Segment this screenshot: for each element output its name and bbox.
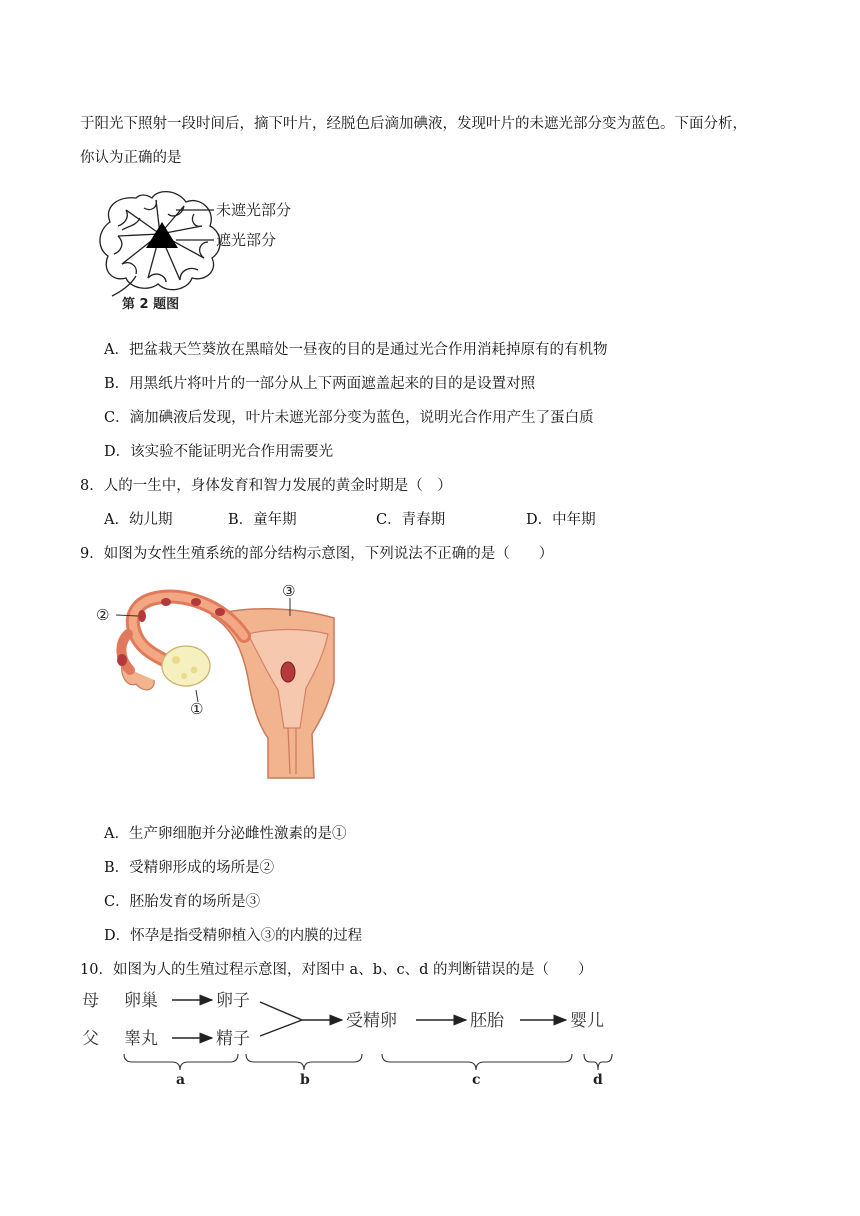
q7-option-d: D．该实验不能证明光合作用需要光 xyxy=(104,444,334,460)
callout-1: ① xyxy=(190,700,204,718)
label-ovary: 卵巢 xyxy=(124,991,158,1011)
reproductive-system-figure xyxy=(92,578,342,784)
process-diagram xyxy=(76,984,636,1090)
brace-label-a: a xyxy=(176,1072,186,1088)
label-baby: 婴儿 xyxy=(570,1011,604,1031)
callout-3: ③ xyxy=(282,582,296,600)
label-mother: 母 xyxy=(82,991,99,1011)
q7-stem-line1: 于阳光下照射一段时间后，摘下叶片，经脱色后滴加碘液，发现叶片的未遮光部分变为蓝色。下面分析， xyxy=(80,116,747,132)
q9-option-a: A．生产卵细胞并分泌雌性激素的是① xyxy=(104,826,347,842)
q10-stem: 10．如图为人的生殖过程示意图，对图中 a、b、c、d 的判断错误的是（ ） xyxy=(80,962,593,978)
label-zygote: 受精卵 xyxy=(346,1011,397,1031)
q8-option-b: B．童年期 xyxy=(228,512,297,528)
label-sperm: 精子 xyxy=(216,1029,250,1049)
leaf-illustration xyxy=(96,186,316,316)
brace-label-c: c xyxy=(472,1072,481,1088)
callout-2: ② xyxy=(96,606,110,624)
q7-option-a: A．把盆栽天竺葵放在黑暗处一昼夜的目的是通过光合作用消耗掉原有的有机物 xyxy=(104,342,608,358)
reproduction-process-figure xyxy=(76,984,636,1090)
label-egg: 卵子 xyxy=(216,991,250,1011)
q8-option-a: A．幼儿期 xyxy=(104,512,173,528)
uterus-illustration xyxy=(92,578,342,784)
brace-label-b: b xyxy=(300,1072,310,1088)
leaf-figure xyxy=(96,186,316,316)
label-shaded: 遮光部分 xyxy=(216,231,277,249)
label-unshaded: 未遮光部分 xyxy=(216,201,292,219)
q9-stem: 9．如图为女性生殖系统的部分结构示意图，下列说法不正确的是（ ） xyxy=(80,546,554,562)
q8-option-c: C．青春期 xyxy=(376,512,446,528)
label-testis: 睾丸 xyxy=(124,1029,158,1049)
label-embryo: 胚胎 xyxy=(470,1011,504,1031)
q9-option-c: C．胚胎发育的场所是③ xyxy=(104,894,261,910)
q8-option-d: D．中年期 xyxy=(526,512,596,528)
brace-label-d: d xyxy=(593,1072,603,1088)
q9-option-b: B．受精卵形成的场所是② xyxy=(104,860,275,876)
q7-stem-line2: 你认为正确的是 xyxy=(80,150,182,166)
label-father: 父 xyxy=(82,1029,99,1049)
q7-option-c: C．滴加碘液后发现，叶片未遮光部分变为蓝色，说明光合作用产生了蛋白质 xyxy=(104,410,594,426)
q7-option-b: B．用黑纸片将叶片的一部分从上下两面遮盖起来的目的是设置对照 xyxy=(104,376,536,392)
q9-option-d: D．怀孕是指受精卵植入③的内膜的过程 xyxy=(104,928,363,944)
figure-caption: 第 2 题图 xyxy=(122,297,180,312)
q8-stem: 8．人的一生中，身体发育和智力发展的黄金时期是（ ） xyxy=(80,478,452,494)
